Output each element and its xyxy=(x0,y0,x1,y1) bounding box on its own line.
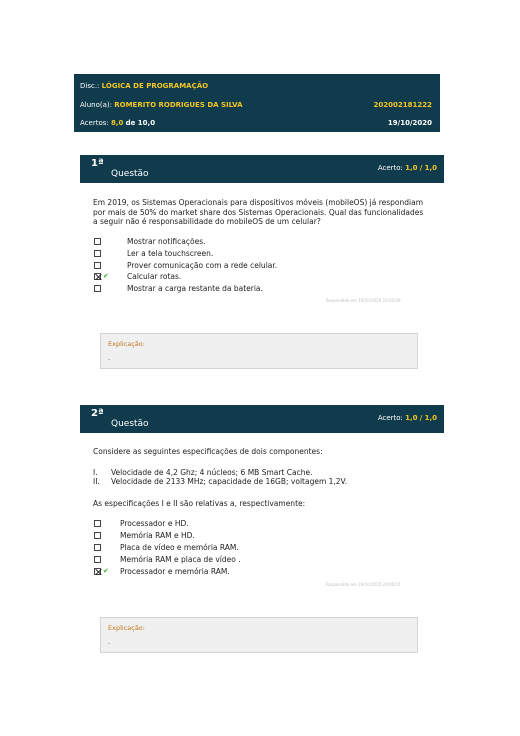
checkbox[interactable] xyxy=(94,250,101,257)
spec-item-text: Velocidade de 2133 MHz; capacidade de 16GB; voltagem 1,2V. xyxy=(111,477,348,486)
exam-header xyxy=(74,74,440,132)
option[interactable] xyxy=(94,236,206,246)
checkbox[interactable] xyxy=(94,262,101,269)
option-label: Placa de vídeo e memória RAM. xyxy=(120,542,239,552)
option[interactable] xyxy=(94,566,230,576)
option-label: Processador e HD. xyxy=(120,518,189,528)
discipline-value: LÓGICA DE PROGRAMAÇÃO xyxy=(101,82,209,90)
option-label: Memória RAM e HD. xyxy=(120,530,195,540)
explanation-box xyxy=(100,617,418,653)
question-label: Questão xyxy=(111,419,149,429)
spec-item-text: Velocidade de 4,2 Ghz; 4 núcleos; 6 MB Smart Cache. xyxy=(111,468,313,477)
explanation-text: . xyxy=(108,354,111,362)
discipline-row xyxy=(80,82,432,90)
option[interactable] xyxy=(94,530,195,540)
acertos-label: Acertos: xyxy=(80,119,109,127)
question-1-statement: Em 2019, os Sistemas Operacionais para dispositivos móveis (mobileOS) já respondiam por mais de 50% do market share dos Sistemas Operacionais. Qual das funcionalidades a seguir não é responsabilidade do mobileOS de um celular? xyxy=(93,198,424,226)
option[interactable] xyxy=(94,271,182,281)
option-label: Prover comunicação com a rede celular. xyxy=(127,260,278,270)
question-label: Questão xyxy=(111,169,149,179)
student-row xyxy=(80,101,432,109)
answered-timestamp: Respondido em 19/10/2020 20:05:09 xyxy=(326,298,401,303)
spec-item: I. xyxy=(93,468,98,477)
checkbox[interactable] xyxy=(94,532,101,539)
student-id: 202002181222 xyxy=(373,101,432,109)
correct-check-icon: ✔ xyxy=(103,567,109,575)
question-2-intro: Considere as seguintes especificações de dois componentes: xyxy=(93,447,323,456)
question-2-header xyxy=(80,405,444,433)
option[interactable] xyxy=(94,260,278,270)
explanation-text: . xyxy=(108,638,111,646)
discipline-label: Disc.: xyxy=(80,82,100,90)
explanation-box xyxy=(100,333,418,369)
option[interactable] xyxy=(94,554,241,564)
option-label: Mostrar notificações. xyxy=(127,236,206,246)
student-label: Aluno(a): xyxy=(80,101,112,109)
option[interactable] xyxy=(94,283,263,293)
exam-date: 19/10/2020 xyxy=(387,119,432,127)
question-number: 1ª xyxy=(91,158,104,169)
acertos-total: de 10,0 xyxy=(125,119,156,127)
checkbox[interactable] xyxy=(94,238,101,245)
checkbox[interactable] xyxy=(94,544,101,551)
option[interactable] xyxy=(94,518,189,528)
correct-check-icon: ✔ xyxy=(103,272,109,280)
score-row xyxy=(80,119,432,127)
question-score: Acerto: 1,0 / 1,0 xyxy=(377,414,437,422)
question-1-header xyxy=(80,155,444,183)
question-2-prompt: As especificações I e II são relativas a, respectivamente: xyxy=(93,499,306,508)
acertos-value: 8,0 xyxy=(110,119,124,127)
option-label: Processador e memória RAM. xyxy=(120,566,230,576)
explanation-label: Explicação: xyxy=(108,340,145,348)
checkbox-checked[interactable] xyxy=(94,568,101,575)
option-label: Calcular rotas. xyxy=(127,271,182,281)
answered-timestamp: Respondido em 19/10/2020 20:06:07 xyxy=(326,582,401,587)
option[interactable] xyxy=(94,248,214,258)
option-label: Mostrar a carga restante da bateria. xyxy=(127,283,263,293)
option-label: Ler a tela touchscreen. xyxy=(127,248,214,258)
question-score: Acerto: 1,0 / 1,0 xyxy=(377,164,437,172)
question-number: 2ª xyxy=(91,408,104,419)
option[interactable] xyxy=(94,542,239,552)
spec-item: II. xyxy=(93,477,100,486)
checkbox-checked[interactable] xyxy=(94,273,101,280)
checkbox[interactable] xyxy=(94,285,101,292)
checkbox[interactable] xyxy=(94,520,101,527)
student-name: ROMERITO RODRIGUES DA SILVA xyxy=(114,101,243,109)
explanation-label: Explicação: xyxy=(108,624,145,632)
option-label: Memória RAM e placa de vídeo . xyxy=(120,554,241,564)
checkbox[interactable] xyxy=(94,556,101,563)
